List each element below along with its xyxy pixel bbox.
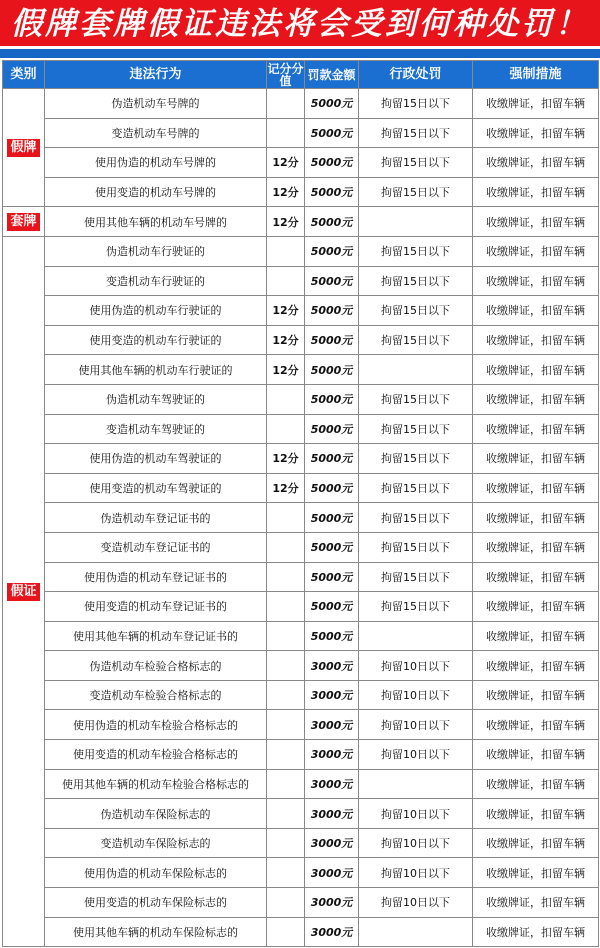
fine-cell: 3000元 xyxy=(305,858,359,888)
table-row xyxy=(3,325,599,355)
violation-cell: 变造机动车保险标志的 xyxy=(45,828,267,858)
violation-cell: 使用其他车辆的机动车行驶证的 xyxy=(45,355,267,385)
admin-penalty-cell: 拘留15日以下 xyxy=(359,592,473,622)
header-category: 类别 xyxy=(3,61,45,89)
enforcement-cell: 收缴牌证，扣留车辆 xyxy=(473,473,599,503)
header-fine: 罚款金额 xyxy=(305,61,359,89)
header-points: 记分分值 xyxy=(267,61,304,88)
admin-penalty-cell: 拘留10日以下 xyxy=(359,710,473,740)
enforcement-cell: 收缴牌证，扣留车辆 xyxy=(473,444,599,474)
violation-cell: 使用其他车辆的机动车登记证书的 xyxy=(45,621,267,651)
category-cell xyxy=(3,89,45,207)
fine-cell: 3000元 xyxy=(305,651,359,681)
enforcement-cell: 收缴牌证，扣留车辆 xyxy=(473,296,599,326)
fine-cell: 3000元 xyxy=(305,740,359,770)
violation-cell: 使用变造的机动车驾驶证的 xyxy=(45,473,267,503)
table-row xyxy=(3,651,599,681)
points-cell xyxy=(267,503,305,533)
violation-cell: 使用变造的机动车号牌的 xyxy=(45,177,267,207)
admin-penalty-cell xyxy=(359,207,473,237)
table-row xyxy=(3,236,599,266)
enforcement-cell: 收缴牌证，扣留车辆 xyxy=(473,621,599,651)
enforcement-cell: 收缴牌证，扣留车辆 xyxy=(473,355,599,385)
table-row xyxy=(3,621,599,651)
violation-cell: 使用伪造的机动车号牌的 xyxy=(45,148,267,178)
violation-cell: 使用伪造的机动车行驶证的 xyxy=(45,296,267,326)
admin-penalty-cell: 拘留15日以下 xyxy=(359,236,473,266)
category-label: 假证 xyxy=(7,583,39,601)
violation-cell: 变造机动车检验合格标志的 xyxy=(45,680,267,710)
table-row xyxy=(3,888,599,918)
table-row xyxy=(3,858,599,888)
fine-cell: 5000元 xyxy=(305,236,359,266)
enforcement-cell: 收缴牌证，扣留车辆 xyxy=(473,384,599,414)
fine-cell: 3000元 xyxy=(305,710,359,740)
enforcement-cell: 收缴牌证，扣留车辆 xyxy=(473,710,599,740)
violation-cell: 变造机动车行驶证的 xyxy=(45,266,267,296)
points-cell: 12分 xyxy=(267,473,305,503)
points-cell xyxy=(267,710,305,740)
banner-blue-stripe xyxy=(0,49,600,58)
enforcement-cell: 收缴牌证，扣留车辆 xyxy=(473,503,599,533)
points-cell xyxy=(267,532,305,562)
enforcement-cell: 收缴牌证，扣留车辆 xyxy=(473,177,599,207)
violation-cell: 使用变造的机动车行驶证的 xyxy=(45,325,267,355)
enforcement-cell: 收缴牌证，扣留车辆 xyxy=(473,680,599,710)
enforcement-cell: 收缴牌证，扣留车辆 xyxy=(473,414,599,444)
violation-cell: 使用变造的机动车检验合格标志的 xyxy=(45,740,267,770)
table-row xyxy=(3,769,599,799)
admin-penalty-cell: 拘留15日以下 xyxy=(359,89,473,119)
admin-penalty-cell: 拘留15日以下 xyxy=(359,296,473,326)
category-label: 套牌 xyxy=(7,213,39,231)
enforcement-cell: 收缴牌证，扣留车辆 xyxy=(473,858,599,888)
admin-penalty-cell: 拘留15日以下 xyxy=(359,503,473,533)
enforcement-cell: 收缴牌证，扣留车辆 xyxy=(473,769,599,799)
admin-penalty-cell: 拘留15日以下 xyxy=(359,266,473,296)
violation-cell: 使用其他车辆的机动车保险标志的 xyxy=(45,917,267,947)
fine-cell: 3000元 xyxy=(305,917,359,947)
enforcement-cell: 收缴牌证，扣留车辆 xyxy=(473,266,599,296)
admin-penalty-cell: 拘留10日以下 xyxy=(359,888,473,918)
points-cell xyxy=(267,740,305,770)
fine-cell: 5000元 xyxy=(305,562,359,592)
violation-cell: 伪造机动车行驶证的 xyxy=(45,236,267,266)
table-header-row xyxy=(3,61,599,89)
fine-cell: 5000元 xyxy=(305,118,359,148)
table-row xyxy=(3,89,599,119)
category-cell xyxy=(3,236,45,946)
table-row xyxy=(3,384,599,414)
points-cell: 12分 xyxy=(267,207,305,237)
admin-penalty-cell: 拘留10日以下 xyxy=(359,680,473,710)
points-cell xyxy=(267,236,305,266)
fine-cell: 5000元 xyxy=(305,325,359,355)
fine-cell: 5000元 xyxy=(305,207,359,237)
enforcement-cell: 收缴牌证，扣留车辆 xyxy=(473,148,599,178)
admin-penalty-cell xyxy=(359,769,473,799)
table-row xyxy=(3,503,599,533)
fine-cell: 5000元 xyxy=(305,89,359,119)
points-cell: 12分 xyxy=(267,296,305,326)
fine-cell: 5000元 xyxy=(305,355,359,385)
fine-cell: 5000元 xyxy=(305,503,359,533)
enforcement-cell: 收缴牌证，扣留车辆 xyxy=(473,562,599,592)
fine-cell: 5000元 xyxy=(305,444,359,474)
fine-cell: 5000元 xyxy=(305,177,359,207)
fine-cell: 5000元 xyxy=(305,266,359,296)
table-row xyxy=(3,917,599,947)
admin-penalty-cell: 拘留15日以下 xyxy=(359,473,473,503)
admin-penalty-cell: 拘留15日以下 xyxy=(359,325,473,355)
points-cell xyxy=(267,917,305,947)
fine-cell: 5000元 xyxy=(305,473,359,503)
enforcement-cell: 收缴牌证，扣留车辆 xyxy=(473,207,599,237)
violation-cell: 变造机动车驾驶证的 xyxy=(45,414,267,444)
admin-penalty-cell: 拘留15日以下 xyxy=(359,148,473,178)
violation-cell: 使用伪造的机动车检验合格标志的 xyxy=(45,710,267,740)
enforcement-cell: 收缴牌证，扣留车辆 xyxy=(473,828,599,858)
admin-penalty-cell xyxy=(359,917,473,947)
points-cell xyxy=(267,769,305,799)
fine-cell: 5000元 xyxy=(305,532,359,562)
fine-cell: 5000元 xyxy=(305,414,359,444)
fine-cell: 5000元 xyxy=(305,148,359,178)
points-cell xyxy=(267,592,305,622)
table-row xyxy=(3,473,599,503)
points-cell xyxy=(267,89,305,119)
enforcement-cell: 收缴牌证，扣留车辆 xyxy=(473,236,599,266)
violation-cell: 伪造机动车驾驶证的 xyxy=(45,384,267,414)
fine-cell: 3000元 xyxy=(305,828,359,858)
table-row xyxy=(3,296,599,326)
points-cell xyxy=(267,414,305,444)
points-cell xyxy=(267,828,305,858)
admin-penalty-cell: 拘留10日以下 xyxy=(359,651,473,681)
header-admin-penalty: 行政处罚 xyxy=(359,61,473,89)
points-cell xyxy=(267,680,305,710)
admin-penalty-cell xyxy=(359,355,473,385)
enforcement-cell: 收缴牌证，扣留车辆 xyxy=(473,89,599,119)
admin-penalty-cell: 拘留10日以下 xyxy=(359,799,473,829)
points-cell xyxy=(267,562,305,592)
points-cell: 12分 xyxy=(267,148,305,178)
violation-cell: 伪造机动车登记证书的 xyxy=(45,503,267,533)
violation-cell: 使用伪造的机动车保险标志的 xyxy=(45,858,267,888)
points-cell xyxy=(267,118,305,148)
admin-penalty-cell: 拘留15日以下 xyxy=(359,118,473,148)
table-row xyxy=(3,177,599,207)
violation-cell: 变造机动车号牌的 xyxy=(45,118,267,148)
fine-cell: 5000元 xyxy=(305,592,359,622)
header-enforcement: 强制措施 xyxy=(473,61,599,89)
points-cell xyxy=(267,651,305,681)
violation-cell: 使用其他车辆的机动车检验合格标志的 xyxy=(45,769,267,799)
table-row xyxy=(3,207,599,237)
category-cell xyxy=(3,207,45,237)
fine-cell: 3000元 xyxy=(305,769,359,799)
admin-penalty-cell: 拘留10日以下 xyxy=(359,828,473,858)
enforcement-cell: 收缴牌证，扣留车辆 xyxy=(473,325,599,355)
fine-cell: 3000元 xyxy=(305,799,359,829)
fine-cell: 3000元 xyxy=(305,680,359,710)
admin-penalty-cell: 拘留15日以下 xyxy=(359,444,473,474)
enforcement-cell: 收缴牌证，扣留车辆 xyxy=(473,651,599,681)
fine-cell: 5000元 xyxy=(305,296,359,326)
admin-penalty-cell: 拘留15日以下 xyxy=(359,532,473,562)
violation-cell: 使用伪造的机动车登记证书的 xyxy=(45,562,267,592)
violation-cell: 伪造机动车保险标志的 xyxy=(45,799,267,829)
enforcement-cell: 收缴牌证，扣留车辆 xyxy=(473,740,599,770)
admin-penalty-cell: 拘留15日以下 xyxy=(359,414,473,444)
points-cell xyxy=(267,621,305,651)
points-cell xyxy=(267,888,305,918)
table-row xyxy=(3,148,599,178)
table-body xyxy=(3,89,599,947)
page-title: 假牌套牌假证违法将会受到何种处罚！ xyxy=(11,6,589,42)
violation-cell: 使用变造的机动车保险标志的 xyxy=(45,888,267,918)
table-row xyxy=(3,740,599,770)
enforcement-cell: 收缴牌证，扣留车辆 xyxy=(473,118,599,148)
fine-cell: 3000元 xyxy=(305,888,359,918)
enforcement-cell: 收缴牌证，扣留车辆 xyxy=(473,799,599,829)
points-cell xyxy=(267,858,305,888)
enforcement-cell: 收缴牌证，扣留车辆 xyxy=(473,917,599,947)
admin-penalty-cell: 拘留15日以下 xyxy=(359,562,473,592)
admin-penalty-cell: 拘留10日以下 xyxy=(359,858,473,888)
table-row xyxy=(3,828,599,858)
points-cell xyxy=(267,384,305,414)
points-cell: 12分 xyxy=(267,177,305,207)
points-cell: 12分 xyxy=(267,444,305,474)
title-banner xyxy=(0,0,600,58)
enforcement-cell: 收缴牌证，扣留车辆 xyxy=(473,888,599,918)
violation-cell: 使用其他车辆的机动车号牌的 xyxy=(45,207,267,237)
admin-penalty-cell: 拘留15日以下 xyxy=(359,384,473,414)
points-cell: 12分 xyxy=(267,325,305,355)
table-row xyxy=(3,710,599,740)
table-row xyxy=(3,592,599,622)
table-row xyxy=(3,680,599,710)
points-cell xyxy=(267,266,305,296)
admin-penalty-cell: 拘留15日以下 xyxy=(359,177,473,207)
enforcement-cell: 收缴牌证，扣留车辆 xyxy=(473,532,599,562)
admin-penalty-cell xyxy=(359,621,473,651)
table-row xyxy=(3,118,599,148)
table-row xyxy=(3,414,599,444)
fine-cell: 5000元 xyxy=(305,621,359,651)
table-row xyxy=(3,444,599,474)
points-cell xyxy=(267,799,305,829)
penalty-table xyxy=(2,60,599,947)
header-violation: 违法行为 xyxy=(45,61,267,89)
violation-cell: 伪造机动车检验合格标志的 xyxy=(45,651,267,681)
table-row xyxy=(3,562,599,592)
table-row xyxy=(3,355,599,385)
enforcement-cell: 收缴牌证，扣留车辆 xyxy=(473,592,599,622)
violation-cell: 伪造机动车号牌的 xyxy=(45,89,267,119)
fine-cell: 5000元 xyxy=(305,384,359,414)
violation-cell: 变造机动车登记证书的 xyxy=(45,532,267,562)
admin-penalty-cell: 拘留10日以下 xyxy=(359,740,473,770)
violation-cell: 使用变造的机动车登记证书的 xyxy=(45,592,267,622)
violation-cell: 使用伪造的机动车驾驶证的 xyxy=(45,444,267,474)
category-label: 假牌 xyxy=(7,139,39,157)
points-cell: 12分 xyxy=(267,355,305,385)
table-row xyxy=(3,266,599,296)
table-row xyxy=(3,799,599,829)
table-row xyxy=(3,532,599,562)
